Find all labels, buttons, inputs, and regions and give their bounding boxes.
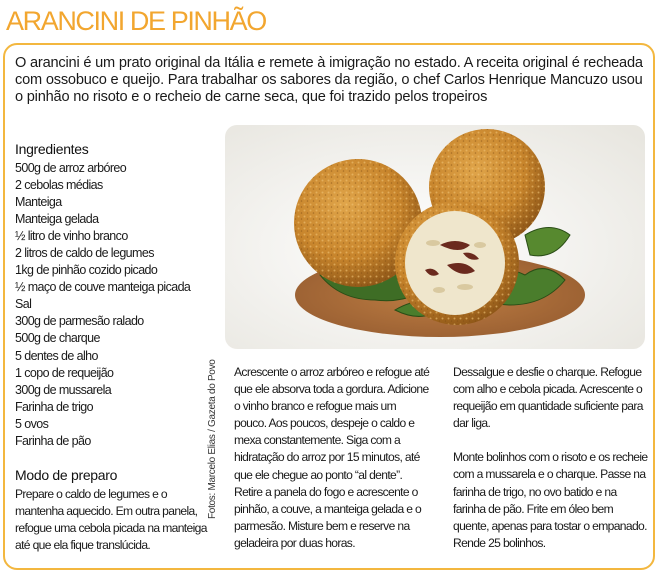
ingredient-item: ½ maço de couve manteiga picada [15, 280, 191, 295]
method-column-2 [234, 364, 430, 552]
recipe-title: ARANCINI DE PINHÃO [6, 6, 266, 36]
ingredient-item: 300g de mussarela [15, 382, 112, 397]
method-step: Prepare o caldo de legumes e o mantenha aquecido. Em outra panela, refogue uma cebola picada na manteiga até que ela fique translúcida. [15, 487, 207, 553]
method-column-1 [15, 486, 211, 554]
method-step: Monte bolinhos com o risoto e os recheie com a mussarela e o charque. Passe na farinha de trigo, no ovo batido e na farinha de pão. Frite em óleo bem quente, apenas para tostar o empanado. Rende 25 bolinhos. [453, 450, 648, 550]
ingredient-item: 5 ovos [15, 416, 49, 431]
method-step: Dessalgue e desfie o charque. Refogue com alho e cebola picada. Acrescente o requeijão em quantidade suficiente para dar liga. [453, 365, 643, 431]
ingredient-item: Manteiga [15, 195, 62, 210]
ingredient-item: 500g de charque [15, 331, 100, 346]
ingredients-heading: Ingredientes [15, 141, 89, 157]
ingredient-item: 5 dentes de alho [15, 348, 98, 363]
ingredient-item: Farinha de trigo [15, 399, 93, 414]
ingredient-item: Farinha de pão [15, 433, 91, 448]
method-heading: Modo de preparo [15, 467, 118, 483]
method-step: Acrescente o arroz arbóreo e refogue até que ele absorva toda a gordura. Adicione o vinho branco e refogue mais um pouco. Aos poucos, despeje o caldo e mexa constantemente. Siga com a hidratação do arroz por 15 minutos, até que ele chegue ao ponto “al dente”. Retire a panela do fogo e acrescente o pinhão, a couve, a manteiga gelada e o parmesão. Misture bem e reserve na geladeira por duas horas. [234, 365, 430, 550]
ingredient-item: 1 copo de requeijão [15, 365, 114, 380]
ingredient-item: ½ litro de vinho branco [15, 229, 128, 244]
ingredient-item: 2 litros de caldo de legumes [15, 246, 154, 261]
arancini-photo [225, 125, 645, 349]
ingredient-item: 1kg de pinhão cozido picado [15, 263, 158, 278]
ingredient-item: 2 cebolas médias [15, 178, 103, 193]
ingredient-item: Sal [15, 297, 32, 312]
intro-paragraph: O arancini é um prato original da Itália e remete à imigração no estado. A receita original é recheada com ossobuco e queijo. Para trabalhar os sabores da região, o chef Carlos Henrique Mancuzo usou o pinhão no risoto e o recheio de carne seca, que foi trazido pelos tropeiros [15, 55, 643, 105]
photo-credit: Fotos: Marcelo Elias / Gazeta do Povo [207, 359, 218, 519]
ingredient-item: Manteiga gelada [15, 212, 99, 227]
method-column-3 [453, 364, 649, 552]
ingredient-item: 500g de arroz arbóreo [15, 161, 127, 175]
ingredient-item: 300g de parmesão ralado [15, 314, 144, 329]
ingredients-list [15, 160, 190, 450]
